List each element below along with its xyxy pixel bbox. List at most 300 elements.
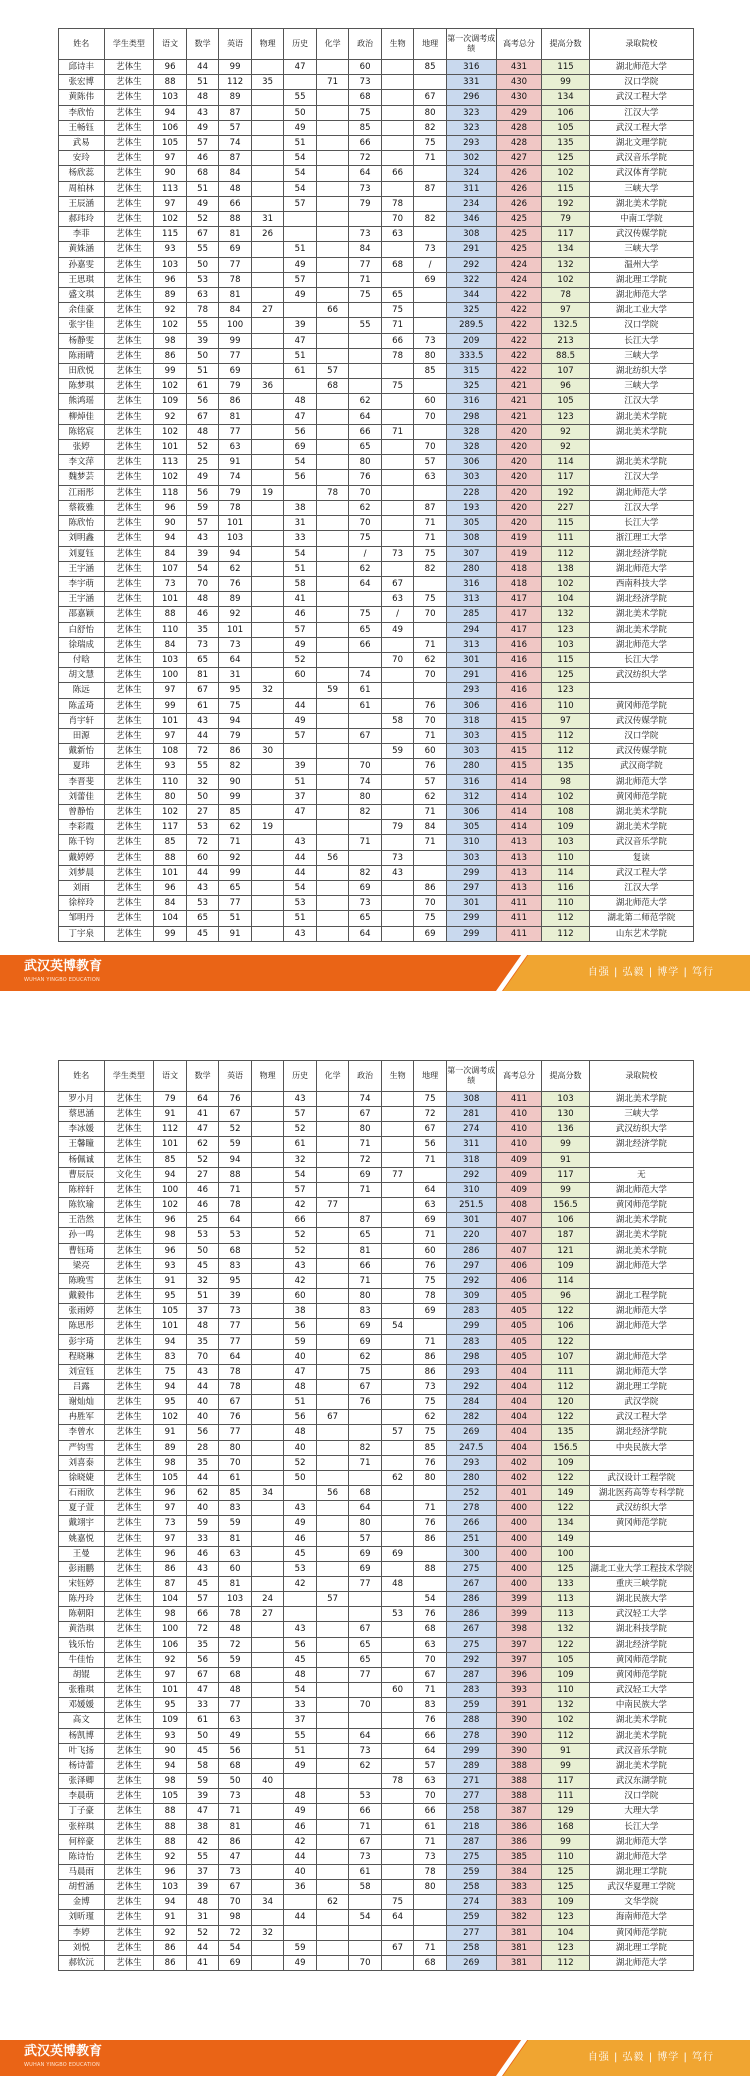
cell-raise: 135	[542, 136, 590, 151]
cell-raise: 103	[542, 1092, 590, 1107]
cell-type: 艺体生	[104, 364, 154, 379]
cell-geography: 75	[414, 136, 447, 151]
cell-politics: 66	[349, 637, 382, 652]
cell-physics	[251, 60, 284, 75]
cell-geography: 71	[414, 1501, 447, 1516]
cell-history: 51	[284, 242, 317, 257]
cell-geography: 75	[414, 911, 447, 926]
table-row	[59, 120, 694, 135]
cell-chemistry	[316, 1637, 349, 1652]
cell-politics: 65	[349, 440, 382, 455]
cell-politics	[349, 850, 382, 865]
cell-geography: 60	[414, 744, 447, 759]
cell-name: 丁宇泉	[59, 926, 105, 941]
cell-school: 武汉传媒学院	[589, 744, 693, 759]
cell-math: 44	[186, 728, 219, 743]
cell-geography: 66	[414, 1728, 447, 1743]
cell-chinese: 91	[154, 1425, 187, 1440]
cell-name: 陈梓轩	[59, 1182, 105, 1197]
cell-history: 40	[284, 1349, 317, 1364]
table-row	[59, 1395, 694, 1410]
cell-geography	[414, 1319, 447, 1334]
cell-first-mock: 293	[446, 683, 496, 698]
cell-math: 46	[186, 1182, 219, 1197]
cell-total: 422	[496, 364, 542, 379]
cell-chemistry	[316, 652, 349, 667]
table-row	[59, 1289, 694, 1304]
cell-school: 湖北美术学院	[589, 1213, 693, 1228]
cell-first-mock: 299	[446, 1743, 496, 1758]
cell-politics	[349, 1425, 382, 1440]
cell-school: 湖北美术学院	[589, 1228, 693, 1243]
cell-physics	[251, 136, 284, 151]
cell-school: 湖北师范大学	[589, 288, 693, 303]
cell-politics: 64	[349, 576, 382, 591]
cell-biology	[381, 1243, 414, 1258]
cell-first-mock: 325	[446, 303, 496, 318]
cell-geography: 70	[414, 409, 447, 424]
cell-chemistry	[316, 333, 349, 348]
cell-type: 艺体生	[104, 1349, 154, 1364]
cell-first-mock: 258	[446, 1804, 496, 1819]
cell-name: 马晨雨	[59, 1864, 105, 1879]
cell-history: 48	[284, 1379, 317, 1394]
cell-name: 郝钦沅	[59, 1955, 105, 1970]
cell-physics: 27	[251, 1607, 284, 1622]
cell-math: 52	[186, 440, 219, 455]
cell-first-mock: 296	[446, 90, 496, 105]
cell-first-mock: 283	[446, 1683, 496, 1698]
cell-first-mock: 303	[446, 850, 496, 865]
table-row	[59, 1910, 694, 1925]
cell-politics: 70	[349, 1955, 382, 1970]
cell-raise: 112	[542, 546, 590, 561]
cell-math: 59	[186, 1774, 219, 1789]
table-row	[59, 1228, 694, 1243]
cell-type: 艺体生	[104, 1819, 154, 1834]
cell-biology	[381, 1834, 414, 1849]
cell-math: 35	[186, 622, 219, 637]
cell-chinese: 88	[154, 1819, 187, 1834]
cell-physics	[251, 1243, 284, 1258]
cell-geography: 75	[414, 1425, 447, 1440]
cell-geography: 86	[414, 1531, 447, 1546]
cell-name: 李晨萌	[59, 1789, 105, 1804]
table-row	[59, 257, 694, 272]
cell-history: 46	[284, 607, 317, 622]
cell-biology	[381, 1395, 414, 1410]
cell-biology	[381, 1531, 414, 1546]
cell-politics: 73	[349, 896, 382, 911]
cell-type: 艺体生	[104, 75, 154, 90]
cell-biology	[381, 151, 414, 166]
cell-name: 李菲	[59, 227, 105, 242]
cell-physics	[251, 1849, 284, 1864]
cell-physics	[251, 1440, 284, 1455]
cell-physics	[251, 1122, 284, 1137]
cell-english: 69	[219, 242, 252, 257]
cell-first-mock: 259	[446, 1698, 496, 1713]
cell-name: 丁子豪	[59, 1804, 105, 1819]
cell-first-mock: 303	[446, 470, 496, 485]
cell-type: 艺体生	[104, 835, 154, 850]
cell-total: 422	[496, 333, 542, 348]
cell-name: 肖宇轩	[59, 713, 105, 728]
cell-biology	[381, 698, 414, 713]
cell-name: 徐梓玲	[59, 896, 105, 911]
header-physics: 物理	[251, 29, 284, 60]
cell-math: 50	[186, 1243, 219, 1258]
cell-math: 50	[186, 789, 219, 804]
cell-physics	[251, 652, 284, 667]
cell-biology: 78	[381, 1774, 414, 1789]
table-row	[59, 1577, 694, 1592]
cell-school: 长江大学	[589, 333, 693, 348]
cell-biology	[381, 880, 414, 895]
cell-geography: 80	[414, 1470, 447, 1485]
cell-english: 99	[219, 789, 252, 804]
cell-geography: 85	[414, 60, 447, 75]
header-biology: 生物	[381, 1061, 414, 1092]
table-row	[59, 1637, 694, 1652]
cell-total: 416	[496, 698, 542, 713]
cell-name: 刘悦	[59, 1940, 105, 1955]
cell-history: 42	[284, 1577, 317, 1592]
cell-chinese: 103	[154, 652, 187, 667]
cell-english: 83	[219, 1258, 252, 1273]
cell-politics	[349, 744, 382, 759]
cell-history: 46	[284, 1819, 317, 1834]
cell-chemistry: 67	[316, 1410, 349, 1425]
cell-chemistry	[316, 1652, 349, 1667]
cell-biology	[381, 1652, 414, 1667]
cell-physics	[251, 1137, 284, 1152]
cell-school	[589, 1531, 693, 1546]
cell-school: 汉口学院	[589, 728, 693, 743]
cell-math: 52	[186, 1925, 219, 1940]
cell-first-mock: 299	[446, 911, 496, 926]
cell-chinese: 94	[154, 1379, 187, 1394]
cell-english: 74	[219, 136, 252, 151]
cell-school: 武汉工程大学	[589, 90, 693, 105]
cell-english: 78	[219, 1364, 252, 1379]
cell-politics: 62	[349, 1349, 382, 1364]
cell-history: 44	[284, 1849, 317, 1864]
cell-chinese: 108	[154, 744, 187, 759]
cell-first-mock: 278	[446, 1728, 496, 1743]
cell-history: 37	[284, 1713, 317, 1728]
table-row	[59, 1652, 694, 1667]
cell-school: 湖北理工学院	[589, 1379, 693, 1394]
cell-name: 安玲	[59, 151, 105, 166]
cell-chemistry: 59	[316, 683, 349, 698]
cell-english: 48	[219, 181, 252, 196]
cell-school: 无	[589, 1167, 693, 1182]
cell-english: 59	[219, 1137, 252, 1152]
cell-first-mock: 293	[446, 1455, 496, 1470]
cell-name: 高文	[59, 1713, 105, 1728]
score-table-2	[58, 1060, 694, 1971]
cell-english: 67	[219, 1880, 252, 1895]
cell-chemistry	[316, 1258, 349, 1273]
cell-total: 422	[496, 303, 542, 318]
cell-physics	[251, 1501, 284, 1516]
cell-english: 59	[219, 1516, 252, 1531]
table-row	[59, 440, 694, 455]
cell-type: 艺体生	[104, 1273, 154, 1288]
table-row	[59, 75, 694, 90]
cell-english: 86	[219, 394, 252, 409]
cell-type: 艺体生	[104, 227, 154, 242]
cell-biology: 75	[381, 379, 414, 394]
cell-chemistry	[316, 1713, 349, 1728]
cell-physics	[251, 1213, 284, 1228]
header-english: 英语	[219, 1061, 252, 1092]
cell-history	[284, 212, 317, 227]
cell-first-mock: 287	[446, 1834, 496, 1849]
cell-history: 33	[284, 1698, 317, 1713]
cell-chemistry: 57	[316, 364, 349, 379]
cell-english: 94	[219, 546, 252, 561]
table-row	[59, 1349, 694, 1364]
cell-total: 418	[496, 576, 542, 591]
cell-chinese: 96	[154, 60, 187, 75]
cell-chinese: 118	[154, 485, 187, 500]
cell-physics: 31	[251, 212, 284, 227]
cell-chemistry	[316, 1122, 349, 1137]
cell-raise: 104	[542, 1925, 590, 1940]
cell-name: 付晗	[59, 652, 105, 667]
cell-total: 427	[496, 151, 542, 166]
cell-type: 艺体生	[104, 1713, 154, 1728]
cell-school: 湖北纺织大学	[589, 364, 693, 379]
cell-chemistry	[316, 1137, 349, 1152]
cell-physics	[251, 622, 284, 637]
cell-name: 陈远	[59, 683, 105, 698]
cell-chemistry	[316, 1698, 349, 1713]
cell-math: 45	[186, 1258, 219, 1273]
cell-first-mock: 277	[446, 1925, 496, 1940]
cell-english: 99	[219, 865, 252, 880]
cell-first-mock: 193	[446, 500, 496, 515]
cell-biology: 79	[381, 820, 414, 835]
cell-name: 王畅钰	[59, 120, 105, 135]
cell-politics: 69	[349, 1561, 382, 1576]
cell-total: 413	[496, 835, 542, 850]
cell-school: 湖北师范大学	[589, 1319, 693, 1334]
cell-physics	[251, 1092, 284, 1107]
cell-name: 杨佩诚	[59, 1152, 105, 1167]
cell-biology: 75	[381, 303, 414, 318]
cell-raise: 99	[542, 1137, 590, 1152]
cell-type: 艺体生	[104, 1410, 154, 1425]
cell-first-mock: 280	[446, 759, 496, 774]
cell-history: 56	[284, 1410, 317, 1425]
cell-math: 60	[186, 850, 219, 865]
cell-chemistry	[316, 1470, 349, 1485]
table-row	[59, 242, 694, 257]
cell-raise: 187	[542, 1228, 590, 1243]
cell-english: 72	[219, 1925, 252, 1940]
cell-politics: 70	[349, 1698, 382, 1713]
cell-chinese: 92	[154, 1849, 187, 1864]
cell-physics	[251, 668, 284, 683]
cell-chinese: 88	[154, 1804, 187, 1819]
cell-history: 49	[284, 1758, 317, 1773]
cell-name: 陈诗怡	[59, 1849, 105, 1864]
cell-history: 44	[284, 1910, 317, 1925]
cell-english: 73	[219, 1304, 252, 1319]
cell-raise: 105	[542, 394, 590, 409]
cell-physics	[251, 1577, 284, 1592]
cell-english: 112	[219, 75, 252, 90]
cell-politics: 69	[349, 1319, 382, 1334]
cell-first-mock: 209	[446, 333, 496, 348]
cell-physics	[251, 409, 284, 424]
cell-chinese: 102	[154, 379, 187, 394]
cell-type: 艺体生	[104, 1486, 154, 1501]
cell-biology	[381, 759, 414, 774]
cell-chinese: 88	[154, 850, 187, 865]
cell-type: 艺体生	[104, 1531, 154, 1546]
cell-geography: 57	[414, 1758, 447, 1773]
cell-history: 56	[284, 1319, 317, 1334]
cell-name: 夏子萱	[59, 1501, 105, 1516]
cell-school	[589, 1455, 693, 1470]
cell-first-mock: 259	[446, 1864, 496, 1879]
cell-chemistry	[316, 668, 349, 683]
cell-raise: 97	[542, 713, 590, 728]
cell-physics	[251, 774, 284, 789]
cell-politics: 62	[349, 500, 382, 515]
cell-english: 76	[219, 1092, 252, 1107]
cell-total: 408	[496, 1198, 542, 1213]
cell-raise: 79	[542, 212, 590, 227]
cell-geography	[414, 850, 447, 865]
cell-school: 汉口学院	[589, 318, 693, 333]
cell-english: 68	[219, 1667, 252, 1682]
cell-biology: 75	[381, 1895, 414, 1910]
cell-raise: 110	[542, 896, 590, 911]
cell-chemistry: 66	[316, 303, 349, 318]
cell-school: 湖北师范大学	[589, 1182, 693, 1197]
cell-history: 49	[284, 1955, 317, 1970]
cell-first-mock: 328	[446, 424, 496, 439]
cell-english: 66	[219, 196, 252, 211]
cell-chemistry	[316, 1561, 349, 1576]
cell-type: 艺体生	[104, 1289, 154, 1304]
cell-biology	[381, 364, 414, 379]
cell-history: 57	[284, 622, 317, 637]
cell-chemistry	[316, 576, 349, 591]
cell-school: 湖北民族大学	[589, 1592, 693, 1607]
cell-school: 武汉音乐学院	[589, 1743, 693, 1758]
cell-raise: 110	[542, 1849, 590, 1864]
cell-chinese: 80	[154, 789, 187, 804]
cell-politics	[349, 303, 382, 318]
cell-first-mock: 275	[446, 1637, 496, 1652]
cell-english: 65	[219, 880, 252, 895]
cell-english: 98	[219, 1910, 252, 1925]
cell-name: 蔡筱雅	[59, 500, 105, 515]
cell-raise: 132	[542, 607, 590, 622]
cell-chinese: 101	[154, 592, 187, 607]
cell-biology: 58	[381, 713, 414, 728]
cell-name: 牛佳怡	[59, 1652, 105, 1667]
cell-chinese: 101	[154, 1683, 187, 1698]
cell-chinese: 89	[154, 288, 187, 303]
cell-school: 湖北经济学院	[589, 592, 693, 607]
cell-politics: /	[349, 546, 382, 561]
cell-type: 艺体生	[104, 592, 154, 607]
cell-english: 95	[219, 683, 252, 698]
cell-politics: 73	[349, 1743, 382, 1758]
cell-name: 孙一鸣	[59, 1228, 105, 1243]
cell-raise: 99	[542, 1834, 590, 1849]
cell-first-mock: 285	[446, 607, 496, 622]
cell-biology	[381, 1743, 414, 1758]
cell-chemistry	[316, 896, 349, 911]
cell-biology: 78	[381, 196, 414, 211]
table-row	[59, 1546, 694, 1561]
cell-total: 405	[496, 1289, 542, 1304]
cell-raise: 97	[542, 303, 590, 318]
cell-biology: 66	[381, 166, 414, 181]
cell-politics: 69	[349, 880, 382, 895]
cell-school: 三峡大学	[589, 348, 693, 363]
cell-english: 71	[219, 1804, 252, 1819]
cell-chemistry	[316, 1940, 349, 1955]
cell-raise: 123	[542, 683, 590, 698]
cell-history: 31	[284, 516, 317, 531]
table-row	[59, 865, 694, 880]
cell-name: 蔡思涵	[59, 1107, 105, 1122]
cell-math: 45	[186, 1743, 219, 1758]
cell-physics	[251, 1834, 284, 1849]
cell-english: 85	[219, 1486, 252, 1501]
cell-geography: 71	[414, 1334, 447, 1349]
cell-physics	[251, 1395, 284, 1410]
table-row	[59, 789, 694, 804]
cell-history: 52	[284, 652, 317, 667]
cell-chemistry	[316, 835, 349, 850]
cell-geography: 71	[414, 728, 447, 743]
cell-chemistry	[316, 531, 349, 546]
cell-politics: 65	[349, 1637, 382, 1652]
cell-politics: 66	[349, 424, 382, 439]
cell-school: 山东艺术学院	[589, 926, 693, 941]
cell-school: 汉口学院	[589, 75, 693, 90]
cell-chinese: 98	[154, 1774, 187, 1789]
cell-total: 390	[496, 1743, 542, 1758]
cell-first-mock: 284	[446, 1395, 496, 1410]
cell-biology: 59	[381, 744, 414, 759]
cell-history: 52	[284, 1228, 317, 1243]
cell-total: 404	[496, 1395, 542, 1410]
cell-school: 大理大学	[589, 1804, 693, 1819]
table-row	[59, 1940, 694, 1955]
cell-school: 黄冈师范学院	[589, 1198, 693, 1213]
cell-physics: 19	[251, 820, 284, 835]
cell-history: 47	[284, 1364, 317, 1379]
cell-physics	[251, 1167, 284, 1182]
table-row	[59, 516, 694, 531]
cell-name: 盛文琪	[59, 288, 105, 303]
cell-politics: 74	[349, 1092, 382, 1107]
cell-geography: 63	[414, 470, 447, 485]
cell-school: 湖北师范大学	[589, 1304, 693, 1319]
cell-geography: 86	[414, 880, 447, 895]
